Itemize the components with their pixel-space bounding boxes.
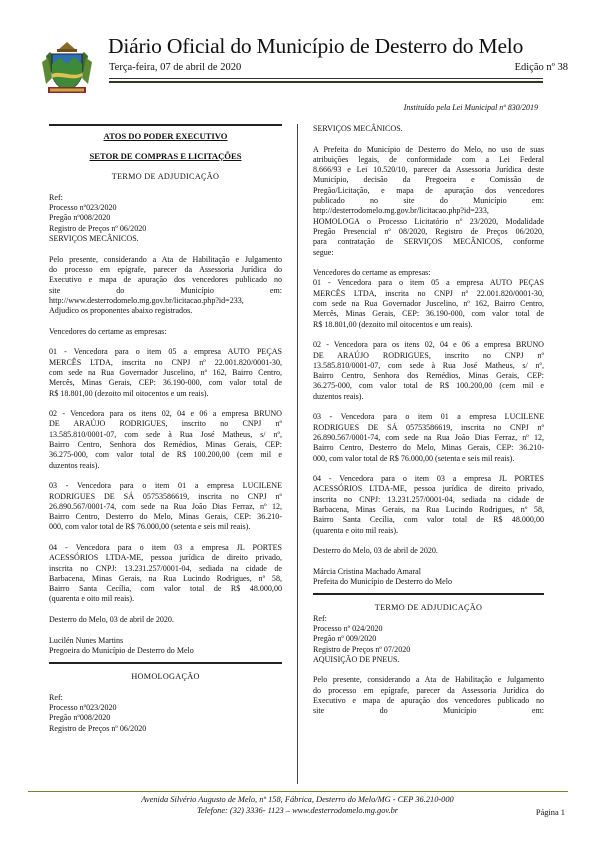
signer-name: Lucilén Nunes Martins: [49, 635, 124, 645]
winners-heading: Vencedores do certame as empresas:: [313, 268, 431, 278]
place-date: Desterro do Melo, 03 de abril de 2020.: [313, 546, 438, 556]
text-line: Pregão Presencial nº 08/2020, Registro de Preços 06/2020,: [313, 226, 544, 236]
section-title: ATOS DO PODER EXECUTIVO: [49, 124, 282, 142]
text-line: Bairro Santa Cecília, com valor total de R$ 48.000,00: [313, 515, 544, 525]
text-line: Pelo presente, considerando a Ata de Habilitação e Julgamento: [49, 254, 282, 264]
text-line: 01 - Vencedora para o item 05 a empresa AUTO PEÇAS: [49, 347, 282, 357]
text-line: duzentos reais).: [313, 391, 364, 401]
text-line: ACESSÓRIOS LTDA-ME, pessoa jurídica de direito privado,: [49, 553, 282, 563]
text-line: Mercês, Minas Gerais, CEP: 36.190-000, com valor total de: [49, 378, 282, 388]
reference-line: Processo nº023/2020: [49, 703, 117, 713]
reference-line: Ref:: [313, 613, 327, 623]
text-line: RODRIGUES DE SÁ 05753586619, inscrita no CNPJ nº: [313, 422, 544, 432]
section-separator: [313, 593, 544, 595]
reference-line: Registro de Preços nº 06/2020: [49, 223, 147, 233]
homologation-heading: HOMOLOGAÇÃO: [131, 672, 200, 682]
text-line: MERCÊS LTDA, inscrita no CNPJ nº 22.001.820/0001-30,: [49, 357, 282, 367]
reference-line: Registro de Preços nº 07/2020: [313, 644, 411, 654]
text-line: Município, decisão da Pregoeira e Comissão de: [313, 175, 544, 185]
text-line: duzentos reais).: [49, 460, 100, 470]
text-line: 03 - Vencedora para o item 01 a empresa LUCILENE: [49, 481, 282, 491]
text-line: 02 - Vencedora para os itens 02, 04 e 06 a empresa BRUNO: [313, 340, 544, 350]
text-line: segue:: [313, 247, 334, 257]
header-divider-thin: [109, 78, 543, 79]
text-line: do processo em epígrafe, parecer da Assessoria Jurídica do: [313, 685, 544, 695]
text-line: DE ARAÚJO RODRIGUES, inscrito no CNPJ nº: [313, 350, 544, 360]
service-line: SERVIÇOS MECÂNICOS.: [313, 124, 403, 133]
reference-line: Processo nº023/2020: [49, 203, 117, 213]
footer-divider: [28, 791, 568, 792]
text-line: Barbacena, Minas Gerais, na Rua Lucindo Rodrigues, nº 58,: [49, 573, 282, 583]
reference-line: Pregão nº008/2020: [49, 713, 111, 723]
text-line: Bairro Centro, Senhora dos Remédios, Minas Gerais, CEP:: [313, 371, 544, 381]
text-line: Barbacena, Minas Gerais, na Rua Lucindo Rodrigues, nº 58,: [313, 504, 544, 514]
text-line: http://desterrodomelo.mg.gov.br/licitacao.php?id=233,: [313, 206, 489, 216]
reference-block: [313, 614, 544, 665]
text-line: 13.585.810/0001-07, com sede à Rua José Matheus, s/ nº,: [49, 429, 282, 439]
homologation-paragraph: [313, 145, 544, 258]
winner-item: [313, 474, 544, 536]
winners-heading: Vencedores do certame as empresas:: [49, 326, 167, 336]
footer-address: Avenida Silvério Augusto de Melo, nº 158, Fábrica, Desterro do Melo/MG - CEP 36.210-000: [141, 795, 454, 804]
text-line: com sede na Rua Governador Juscelino, nº 162, Bairro Centro,: [313, 299, 544, 309]
reference-line: AQUISIÇÃO DE PNEUS.: [313, 654, 400, 664]
winner-item: [49, 409, 282, 471]
text-line: ACESSÓRIOS LTDA-ME, pessoa jurídica de direito privado,: [313, 484, 544, 494]
text-line: DE ARAÚJO RODRIGUES, inscrito no CNPJ nº: [49, 419, 282, 429]
section-separator: [49, 662, 282, 664]
subsection-title: SETOR DE COMPRAS E LICITAÇÕES: [89, 151, 242, 161]
text-line: 26.890.567/0001-74, com sede na Rua João Dias Ferraz, nº 12,: [49, 501, 282, 511]
header-divider-thick: [109, 81, 543, 83]
text-line: 04 - Vencedora para o item 03 a empresa JL PORTES: [49, 542, 282, 552]
text-line: inscrita no CNPJ: 13.231.257/0001-04, sediada na cidade de: [313, 494, 544, 504]
text-line: 000, com valor total de R$ 76.000,00 (setenta e seis mil reais).: [313, 453, 515, 463]
reference-line: Pregão nº008/2020: [49, 213, 111, 223]
text-line: R$ 18.801,00 (dezoito mil oitocentos e um reais).: [313, 319, 473, 329]
text-line: R$ 18.801,00 (dezoito mil oitocentos e um reais).: [49, 388, 209, 398]
text-line: 000, com valor total de R$ 76.000,00 (setenta e seis mil reais).: [49, 522, 251, 532]
page-header: [0, 0, 595, 100]
reference-line: Ref:: [49, 692, 63, 702]
reference-line: Processo nº 024/2020: [313, 623, 383, 633]
footer-contact: Telefone: (32) 3336- 1123 – www.desterrodomelo.mg.gov.br: [196, 806, 399, 815]
text-line: do processo em epígrafe, parecer da Assessoria Jurídica do: [49, 264, 282, 274]
text-line: Executivo e mapa de apuração dos vencedores publicado no: [313, 696, 544, 706]
page-number: Página 1: [535, 808, 565, 817]
adjudication-heading: TERMO DE ADJUDICAÇÃO: [374, 603, 483, 613]
place-date: Desterro do Melo, 03 de abril de 2020.: [49, 615, 174, 625]
edition-number: Edição nº 38: [514, 62, 568, 73]
adjudication-heading: TERMO DE ADJUDICAÇÃO: [111, 172, 220, 182]
text-line: Pelo presente, considerando a Ata de Habilitação e Julgamento: [313, 675, 544, 685]
winner-item: [313, 340, 544, 402]
text-line: 02 - Vencedora para os itens 02, 04 e 06 a empresa BRUNO: [49, 409, 282, 419]
municipal-coat-of-arms-icon: [38, 40, 96, 96]
left-column: [49, 124, 282, 734]
winner-item: [49, 543, 282, 605]
text-line: atribuições legais, de conformidade com a Lei Federal: [313, 154, 544, 164]
column-divider: [297, 124, 298, 784]
text-line: http://www.desterrodomelo.mg.gov.br/licitacao.php?id=233,: [49, 295, 244, 305]
right-column: [313, 124, 544, 717]
text-line: inscrita no CNPJ: 13.231.257/0001-04, sediada na cidade de: [49, 563, 282, 573]
signer-role: Pregoeira do Município de Desterro do Melo: [49, 645, 194, 655]
reference-block: [49, 693, 282, 734]
text-line: Mercês, Minas Gerais, CEP: 36.190-000, com valor total de: [313, 309, 544, 319]
intro-paragraph: [313, 675, 544, 716]
text-line: para contratação de SERVIÇOS MECÂNICOS, conforme: [313, 237, 544, 247]
signer-role: Prefeita do Município de Desterro do Melo: [313, 577, 452, 587]
text-line: Bairro Centro, Senhora dos Remédios, Minas Gerais, CEP:: [49, 440, 282, 450]
text-line: com sede na Rua Governador Juscelino, nº 162, Bairro Centro,: [49, 367, 282, 377]
text-line: 01 - Vencedora para o item 05 a empresa AUTO PEÇAS: [313, 278, 544, 288]
text-line: Bairro Santa Cecília, com valor total de R$ 48.000,00: [49, 584, 282, 594]
text-line: site do Município em:: [49, 285, 282, 295]
text-line: 03 - Vencedora para o item 01 a empresa LUCILENE: [313, 412, 544, 422]
text-line: 36.275-000, com valor total de R$ 100.200,00 (cem mil e: [313, 381, 544, 391]
reference-line: Ref:: [49, 192, 63, 202]
text-line: Adjudico os proponentes abaixo registrados.: [49, 306, 193, 316]
text-line: Bairro Centro, Desterro do Melo, Minas Gerais, CEP: 36.210-: [313, 443, 544, 453]
reference-block: [49, 193, 282, 244]
text-line: (quarenta e oito mil reais).: [49, 594, 135, 604]
text-line: 04 - Vencedora para o item 03 a empresa JL PORTES: [313, 474, 544, 484]
text-line: Executivo e mapa de apuração dos vencedores publicado no: [49, 275, 282, 285]
text-line: site do Município em:: [313, 706, 544, 716]
text-line: RODRIGUES DE SÁ 05753586619, inscrita no CNPJ nº: [49, 491, 282, 501]
text-line: 8.666/93 e Lei 10.520/10, parecer da Assessoria Jurídica deste: [313, 165, 544, 175]
intro-paragraph: [49, 255, 282, 317]
winner-item: [49, 347, 282, 398]
newspaper-title: Diário Oficial do Município de Desterro do Melo: [108, 34, 524, 58]
text-line: (quarenta e oito mil reais).: [313, 525, 399, 535]
text-line: A Prefeita do Município de Desterro do Melo, no uso de suas: [313, 144, 544, 154]
text-line: HOMOLOGA o Processo Licitatório nº 23/2020, Modalidade: [313, 216, 544, 226]
winner-item: [313, 278, 544, 329]
text-line: Pregão/Licitação, e mapa de apuração dos vencedores: [313, 185, 544, 195]
text-line: MERCÊS LTDA, inscrita no CNPJ nº 22.001.820/0001-30,: [313, 288, 544, 298]
text-line: 26.890.567/0001-74, com sede na Rua João Dias Ferraz, nº 12,: [313, 432, 544, 442]
text-line: 36.275-000, com valor total de R$ 100.200,00 (cem mil e: [49, 450, 282, 460]
issue-date: Terça-feira, 07 de abril de 2020: [109, 62, 242, 73]
reference-line: Registro de Preços nº 06/2020: [49, 723, 147, 733]
reference-line: Pregão nº 009/2020: [313, 634, 377, 644]
text-line: Bairro Centro, Desterro do Melo, Minas Gerais, CEP: 36.210-: [49, 512, 282, 522]
reference-line: SERVIÇOS MECÂNICOS.: [49, 234, 139, 244]
text-line: publicado no site do Município em:: [313, 196, 544, 206]
winner-item: [49, 481, 282, 532]
institution-note: Instituído pela Lei Municipal nº 830/2019: [403, 103, 538, 112]
signer-name: Márcia Cristina Machado Amaral: [313, 566, 421, 576]
winner-item: [313, 412, 544, 463]
text-line: 13.585.810/0001-07, com sede à Rua José Matheus, s/ nº,: [313, 360, 544, 370]
